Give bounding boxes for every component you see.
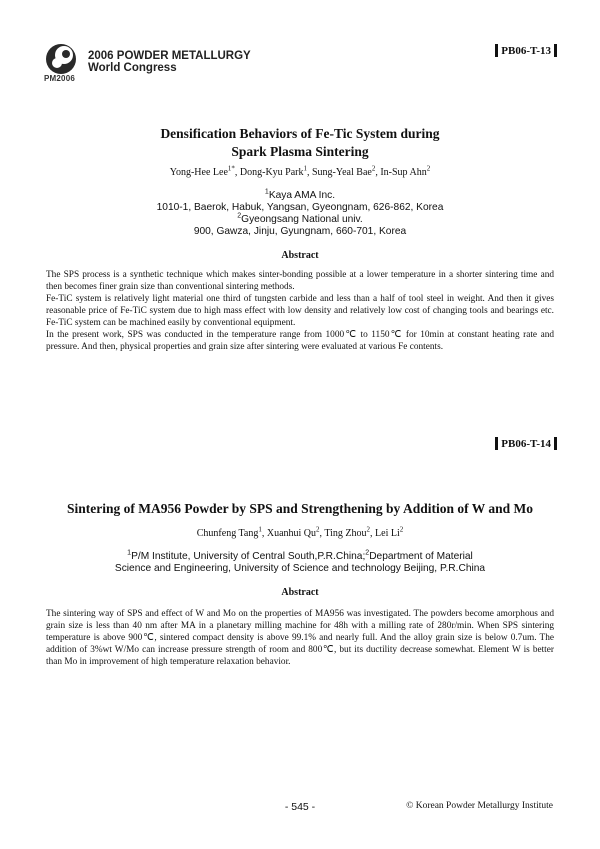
author-name: Ting Zhou [324, 528, 367, 539]
author-sup: 2 [316, 525, 320, 534]
tag-bar-right [554, 44, 557, 57]
affiliation-1-name [0, 190, 600, 202]
paper1-title-line-2: Spark Plasma Sintering [231, 144, 369, 159]
author-name: Yong-Hee Lee [169, 167, 228, 178]
paper1-abstract-heading: Abstract [281, 250, 319, 261]
author-sup: 1 [258, 525, 262, 534]
paper1-authors: Yong-Hee Lee$^{1*}$, Dong-Kyu Park$^1$, Sung-Yeal Bae$^2$, In-Sup Ahn$^2$ [169, 164, 431, 178]
paper2-affiliations [0, 551, 600, 575]
paper2-authors: Chunfeng Tang$^1$, Xuanhui Qu$^2$, Ting Zhou$^2$, Lei Li$^2$ [196, 525, 404, 539]
tag-bar-left [495, 44, 498, 57]
logo-text: PM2006 [44, 74, 75, 83]
author-name: Dong-Kyu Park [239, 167, 304, 178]
conference-name [88, 50, 251, 74]
paper1-code: PB06-T-13 [501, 44, 551, 57]
tag-bar-right [554, 437, 557, 450]
author-name: Chunfeng Tang [196, 528, 259, 539]
paper2-code: PB06-T-14 [501, 437, 551, 450]
abstract-paragraph: In the present work, SPS was conducted in the temperature range from 1000℃ to 1150℃ for 10min at constant heating rate and pressure. And then, physical properties and grain size after sintering were evaluated at various Fe contents. [46, 330, 554, 352]
author-sup: 2 [366, 525, 371, 534]
conference-line-2: World Congress [88, 62, 177, 74]
paper2-code-tag [492, 437, 560, 450]
affiliation-1-address: 1010-1, Baerok, Habuk, Yangsan, Gyeongnam, 626-862, Korea [156, 202, 444, 213]
author-sup: 1* [227, 164, 235, 173]
paper1-code-tag [492, 44, 560, 57]
affiliation-line-1 [0, 551, 600, 563]
paper1-title-line-1: Densification Behaviors of Fe-Tic System during [160, 126, 440, 141]
conference-line-1: 2006 POWDER METALLURGY [88, 50, 251, 62]
author-name: In-Sup Ahn [380, 167, 427, 178]
abstract-paragraph: The sintering way of SPS and effect of W and Mo on the properties of MA956 was investigated. The powders become amorphous and grain size is less than 40 nm after MA in a planetary milling machine for 48h with a milling rate of 280r/min. When SPS sintering temperature is above 900℃, sintered compact density is above 99.1% and nearly full. And the alloy grain size is below 0.7um. The addition of 3%wt W/Mo can increase pressure strength of room and 800℃, but its ductility decrease somewhat. Element W is better than Mo in improvement of high temperature relaxation behavior. [46, 609, 554, 667]
paper2-title: Sintering of MA956 Powder by SPS and Strengthening by Addition of W and Mo [67, 501, 533, 516]
abstract-paragraph: Fe-TiC system is relatively light material one third of tungsten carbide and less than a half of tool steel in weight. And then it gives reasonable price of Fe-TiC system due to high mass effect with low density and relatively low cost of changing tools and bearings etc. Fe-TiC system can be machined easily by conventional equipment. [46, 294, 554, 328]
abstract-paragraph: The SPS process is a synthetic technique which makes sinter-bonding possible at a lower temperature in a shorter sintering time and then becomes finer grain size than conventional sintering methods. [46, 270, 554, 292]
affil-sup: 1 [264, 188, 269, 196]
affil-text: Department of Material [369, 551, 473, 562]
page-number: - 545 - [284, 801, 316, 813]
paper2-abstract [46, 608, 554, 668]
author-name: Lei Li [375, 528, 400, 539]
affil-sup: 1 [127, 549, 132, 557]
copyright: © Korean Powder Metallurgy Institute [406, 801, 553, 811]
affiliation-2-address: 900, Gawza, Jinju, Gyungnam, 660-701, Korea [193, 226, 407, 237]
affil-sup: 2 [237, 212, 242, 220]
affil-text: Kaya AMA Inc. [268, 190, 336, 201]
author-sup: 1 [303, 164, 307, 173]
author-sup: 2 [399, 525, 404, 534]
paper1-affiliations [0, 190, 600, 238]
paper1-title [0, 125, 600, 161]
affiliation-line-2: Science and Engineering, University of Science and technology Beijing, P.R.China [114, 563, 486, 574]
author-name: Sung-Yeal Bae [312, 167, 372, 178]
affil-sup: 2 [365, 549, 370, 557]
tag-bar-left [495, 437, 498, 450]
pm2006-logo-icon [44, 42, 78, 76]
author-sup: 2 [371, 164, 376, 173]
author-name: Xuanhui Qu [266, 528, 317, 539]
paper1-abstract [46, 269, 554, 353]
author-sup: 2 [426, 164, 431, 173]
affil-text: P/M Institute, University of Central South,P.R.China; [131, 551, 366, 562]
affiliation-2-name [0, 214, 600, 226]
paper2-abstract-heading: Abstract [281, 587, 319, 598]
affil-text: Gyeongsang National univ. [241, 214, 363, 225]
